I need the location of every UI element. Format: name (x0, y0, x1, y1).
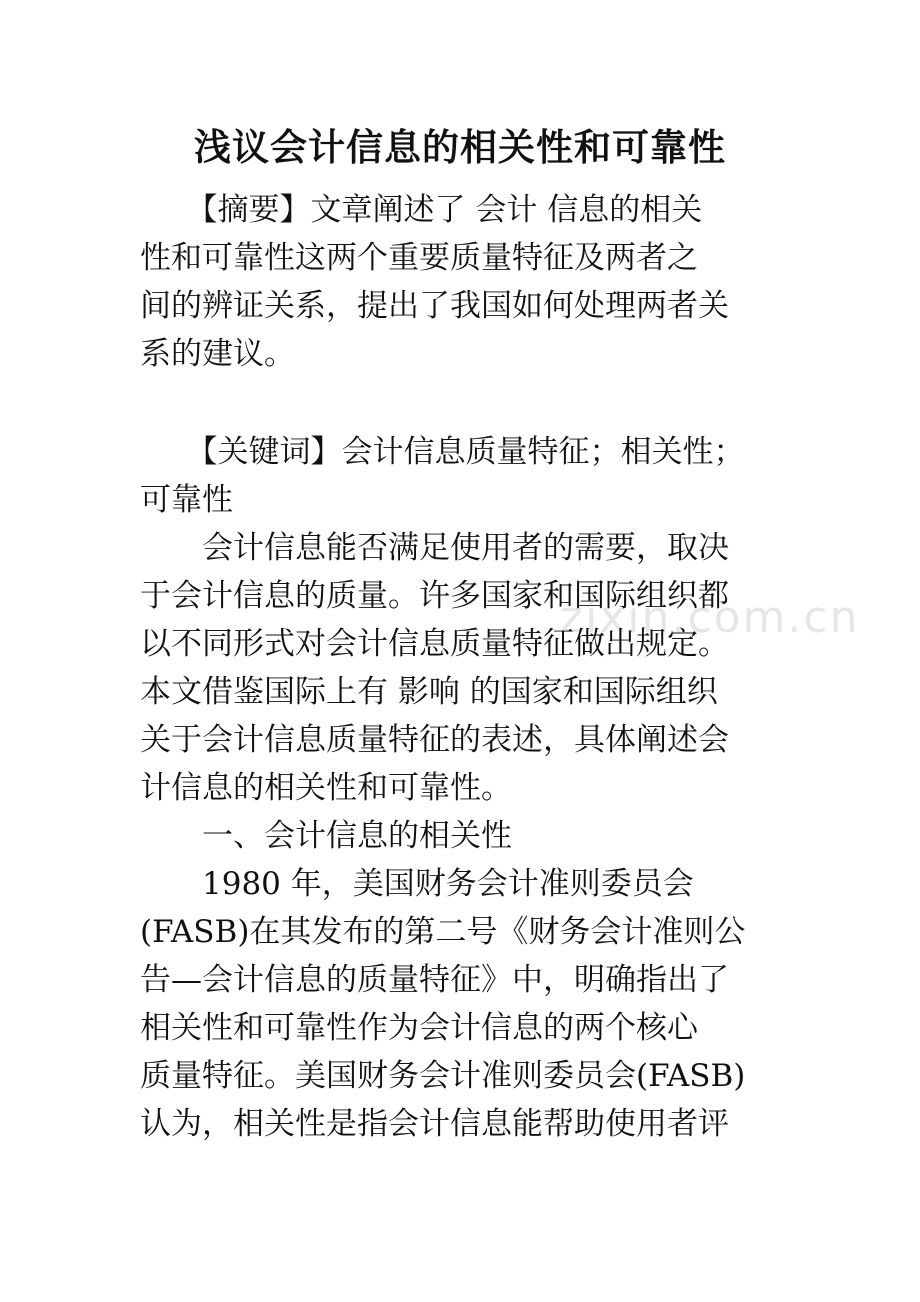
text-line: 认为，相关性是指会计信息能帮助使用者评 (140, 1106, 729, 1142)
text-line: 以不同形式对会计信息质量特征做出规定。 (140, 626, 729, 662)
text-line: 质量特征。美国财务会计准则委员会(FASB) (140, 1058, 746, 1094)
watermark: zixin.com.cn (560, 592, 860, 643)
page-title: 浅议会计信息的相关性和可靠性 (194, 126, 726, 169)
text-line: 计信息的相关性和可靠性。 (140, 770, 512, 806)
text-line: 间的辨证关系，提出了我国如何处理两者关 (140, 288, 729, 324)
text-line: 告—会计信息的质量特征》中，明确指出了 (140, 962, 729, 998)
text-line: 1980 年，美国财务会计准则委员会 (140, 866, 694, 902)
text-line: 于会计信息的质量。许多国家和国际组织都 (140, 578, 729, 614)
text-line: 【关键词】会计信息质量特征；相关性； (140, 434, 745, 470)
section-heading: 一、会计信息的相关性 (140, 818, 512, 854)
text-line: 系的建议。 (140, 336, 295, 372)
text-line: 会计信息能否满足使用者的需要，取决 (140, 530, 729, 566)
text-line: 性和可靠性这两个重要质量特征及两者之 (140, 240, 698, 276)
text-line: (FASB)在其发布的第二号《财务会计准则公 (140, 914, 746, 950)
text-line: 关于会计信息质量特征的表述，具体阐述会 (140, 722, 729, 758)
text-line: 本文借鉴国际上有 影响 的国家和国际组织 (140, 674, 718, 710)
text-line: 【摘要】文章阐述了 会计 信息的相关 (140, 192, 703, 228)
text-line: 相关性和可靠性作为会计信息的两个核心 (140, 1010, 698, 1046)
text-line: 可靠性 (140, 482, 233, 518)
